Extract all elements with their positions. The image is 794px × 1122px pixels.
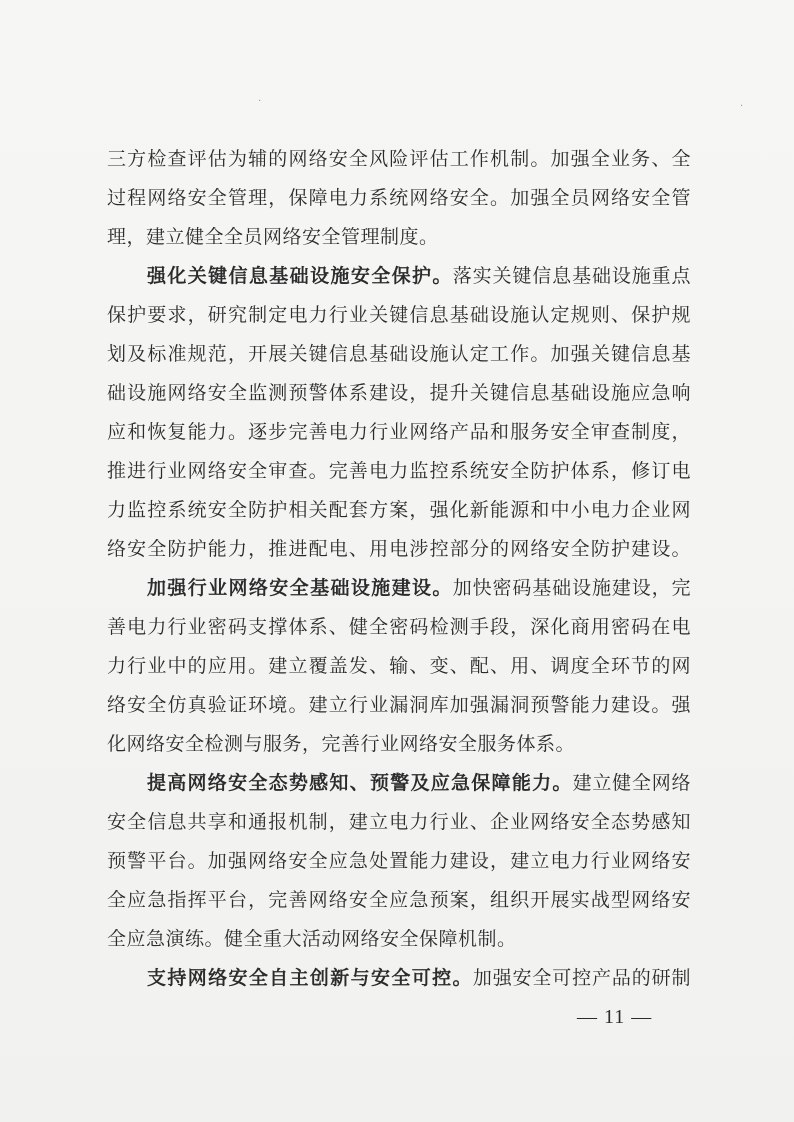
section-heading: 提高网络安全态势感知、预警及应急保障能力。 — [147, 772, 573, 794]
paragraph-line — [107, 569, 691, 608]
paragraph-line — [107, 842, 691, 881]
paragraph-line — [107, 296, 691, 335]
paragraph-line — [107, 218, 691, 257]
paragraph-line — [107, 647, 691, 686]
paragraph-line — [107, 608, 691, 647]
line-text: 化网络安全检测与服务，完善行业网络安全服务体系。 — [107, 733, 576, 755]
paragraph-line — [107, 530, 691, 569]
scan-speck: · — [740, 101, 744, 112]
line-text: 预警平台。加强网络安全应急处置能力建设，建立电力行业网络安 — [107, 850, 691, 872]
line-text: 加强安全可控产品的研制 — [472, 967, 691, 989]
line-text: 过程网络安全管理，保障电力系统网络安全。加强全员网络安全管 — [107, 187, 691, 209]
line-text: 落实关键信息基础设施重点 — [452, 265, 691, 287]
line-text: 保护要求，研究制定电力行业关键信息基础设施认定规则、保护规 — [107, 304, 691, 326]
line-text: 建立健全网络 — [572, 772, 691, 794]
paragraph-line — [107, 881, 691, 920]
line-text: 全应急指挥平台，完善网络安全应急预案，组织开展实战型网络安 — [107, 889, 691, 911]
paragraph-line — [107, 725, 691, 764]
line-text: 善电力行业密码支撑体系、健全密码检测手段，深化商用密码在电 — [107, 616, 691, 638]
paragraph-line — [107, 179, 691, 218]
line-text: 安全信息共享和通报机制，建立电力行业、企业网络安全态势感知 — [107, 811, 691, 833]
line-text: 应和恢复能力。逐步完善电力行业网络产品和服务安全审查制度， — [107, 421, 691, 443]
line-text: 三方检查评估为辅的网络安全风险评估工作机制。加强全业务、全 — [107, 148, 691, 170]
paragraph-line — [107, 257, 691, 296]
paragraph-line — [107, 803, 691, 842]
line-text: 推进行业网络安全审查。完善电力监控系统安全防护体系，修订电 — [107, 460, 691, 482]
paragraph-line — [107, 374, 691, 413]
line-text: 全应急演练。健全重大活动网络安全保障机制。 — [107, 928, 517, 950]
scan-speck: · — [258, 96, 262, 107]
paragraph-line — [107, 959, 691, 998]
paragraph-line — [107, 335, 691, 374]
section-heading: 强化关键信息基础设施安全保护。 — [147, 265, 453, 287]
paragraph-line — [107, 491, 691, 530]
paragraph-line — [107, 686, 691, 725]
line-text: 力行业中的应用。建立覆盖发、输、变、配、用、调度全环节的网 — [107, 655, 691, 677]
paragraph-line — [107, 920, 691, 959]
line-text: 加快密码基础设施建设，完 — [452, 577, 691, 599]
line-text: 络安全防护能力，推进配电、用电涉控部分的网络安全防护建设。 — [107, 538, 691, 560]
line-text: 划及标准规范，开展关键信息基础设施认定工作。加强关键信息基 — [107, 343, 691, 365]
paragraph-line — [107, 413, 691, 452]
line-text: 力监控系统安全防护相关配套方案，强化新能源和中小电力企业网 — [107, 499, 691, 521]
line-text: 络安全仿真验证环境。建立行业漏洞库加强漏洞预警能力建设。强 — [107, 694, 691, 716]
paragraph-line — [107, 452, 691, 491]
page-number: — 11 — — [577, 1006, 653, 1028]
paragraph-line — [107, 140, 691, 179]
paragraph-line — [107, 764, 691, 803]
section-heading: 加强行业网络安全基础设施建设。 — [147, 577, 453, 599]
line-text: 理，建立健全全员网络安全管理制度。 — [107, 226, 439, 248]
body-text — [107, 140, 691, 998]
section-heading: 支持网络安全自主创新与安全可控。 — [147, 967, 473, 989]
line-text: 础设施网络安全监测预警体系建设，提升关键信息基础设施应急响 — [107, 382, 691, 404]
